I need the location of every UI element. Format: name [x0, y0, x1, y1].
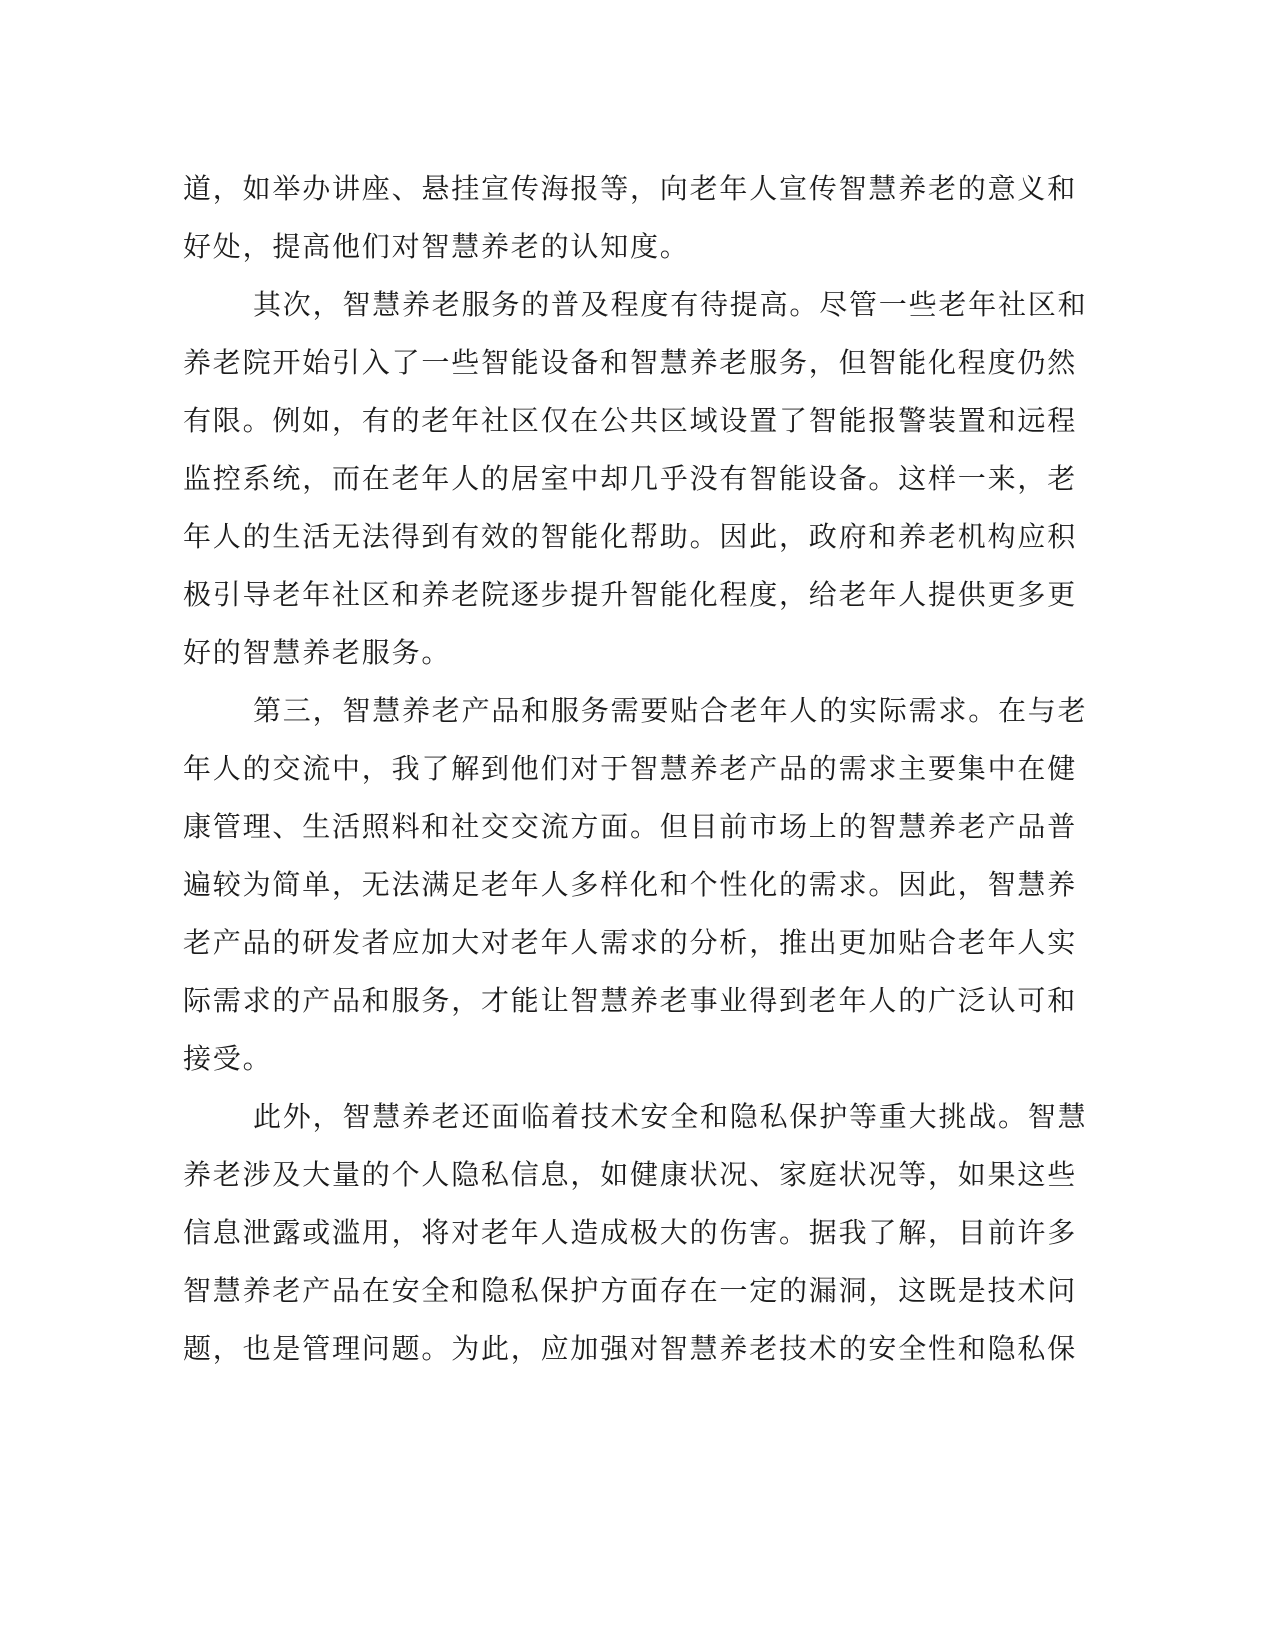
- text-line: 智慧养老产品在安全和隐私保护方面存在一定的漏洞，这既是技术问: [183, 1274, 1078, 1307]
- text-line: 题，也是管理问题。为此，应加强对智慧养老技术的安全性和隐私保: [183, 1332, 1078, 1365]
- text-line: 际需求的产品和服务，才能让智慧养老事业得到老年人的广泛认可和: [183, 984, 1078, 1017]
- paragraph-1: [183, 160, 1078, 276]
- text-line: 年人的生活无法得到有效的智能化帮助。因此，政府和养老机构应积: [183, 520, 1078, 553]
- text-line: 好的智慧养老服务。: [183, 636, 452, 669]
- text-line: 康管理、生活照料和社交交流方面。但目前市场上的智慧养老产品普: [183, 810, 1078, 843]
- text-line: 接受。: [183, 1042, 273, 1075]
- text-line: 道，如举办讲座、悬挂宣传海报等，向老年人宣传智慧养老的意义和: [183, 172, 1078, 205]
- text-line: 有限。例如，有的老年社区仅在公共区域设置了智能报警装置和远程: [183, 404, 1078, 437]
- text-line: 年人的交流中，我了解到他们对于智慧养老产品的需求主要集中在健: [183, 752, 1078, 785]
- paragraph-3: [183, 682, 1088, 1088]
- text-line: 养老院开始引入了一些智能设备和智慧养老服务，但智能化程度仍然: [183, 346, 1078, 379]
- text-line: 老产品的研发者应加大对老年人需求的分析，推出更加贴合老年人实: [183, 926, 1078, 959]
- body-text: [183, 160, 1088, 1378]
- text-line: 遍较为简单，无法满足老年人多样化和个性化的需求。因此，智慧养: [183, 868, 1078, 901]
- text-line: 好处，提高他们对智慧养老的认知度。: [183, 230, 690, 263]
- text-line: 养老涉及大量的个人隐私信息，如健康状况、家庭状况等，如果这些: [183, 1158, 1078, 1191]
- text-line: 信息泄露或滥用，将对老年人造成极大的伤害。据我了解，目前许多: [183, 1216, 1078, 1249]
- text-line: 此外，智慧养老还面临着技术安全和隐私保护等重大挑战。智慧: [253, 1100, 1088, 1133]
- text-line: 监控系统，而在老年人的居室中却几乎没有智能设备。这样一来，老: [183, 462, 1078, 495]
- text-line: 其次，智慧养老服务的普及程度有待提高。尽管一些老年社区和: [253, 288, 1088, 321]
- text-line: 极引导老年社区和养老院逐步提升智能化程度，给老年人提供更多更: [183, 578, 1078, 611]
- text-line: 第三，智慧养老产品和服务需要贴合老年人的实际需求。在与老: [253, 694, 1088, 727]
- paragraph-2: [183, 276, 1088, 682]
- paragraph-4: [183, 1088, 1088, 1378]
